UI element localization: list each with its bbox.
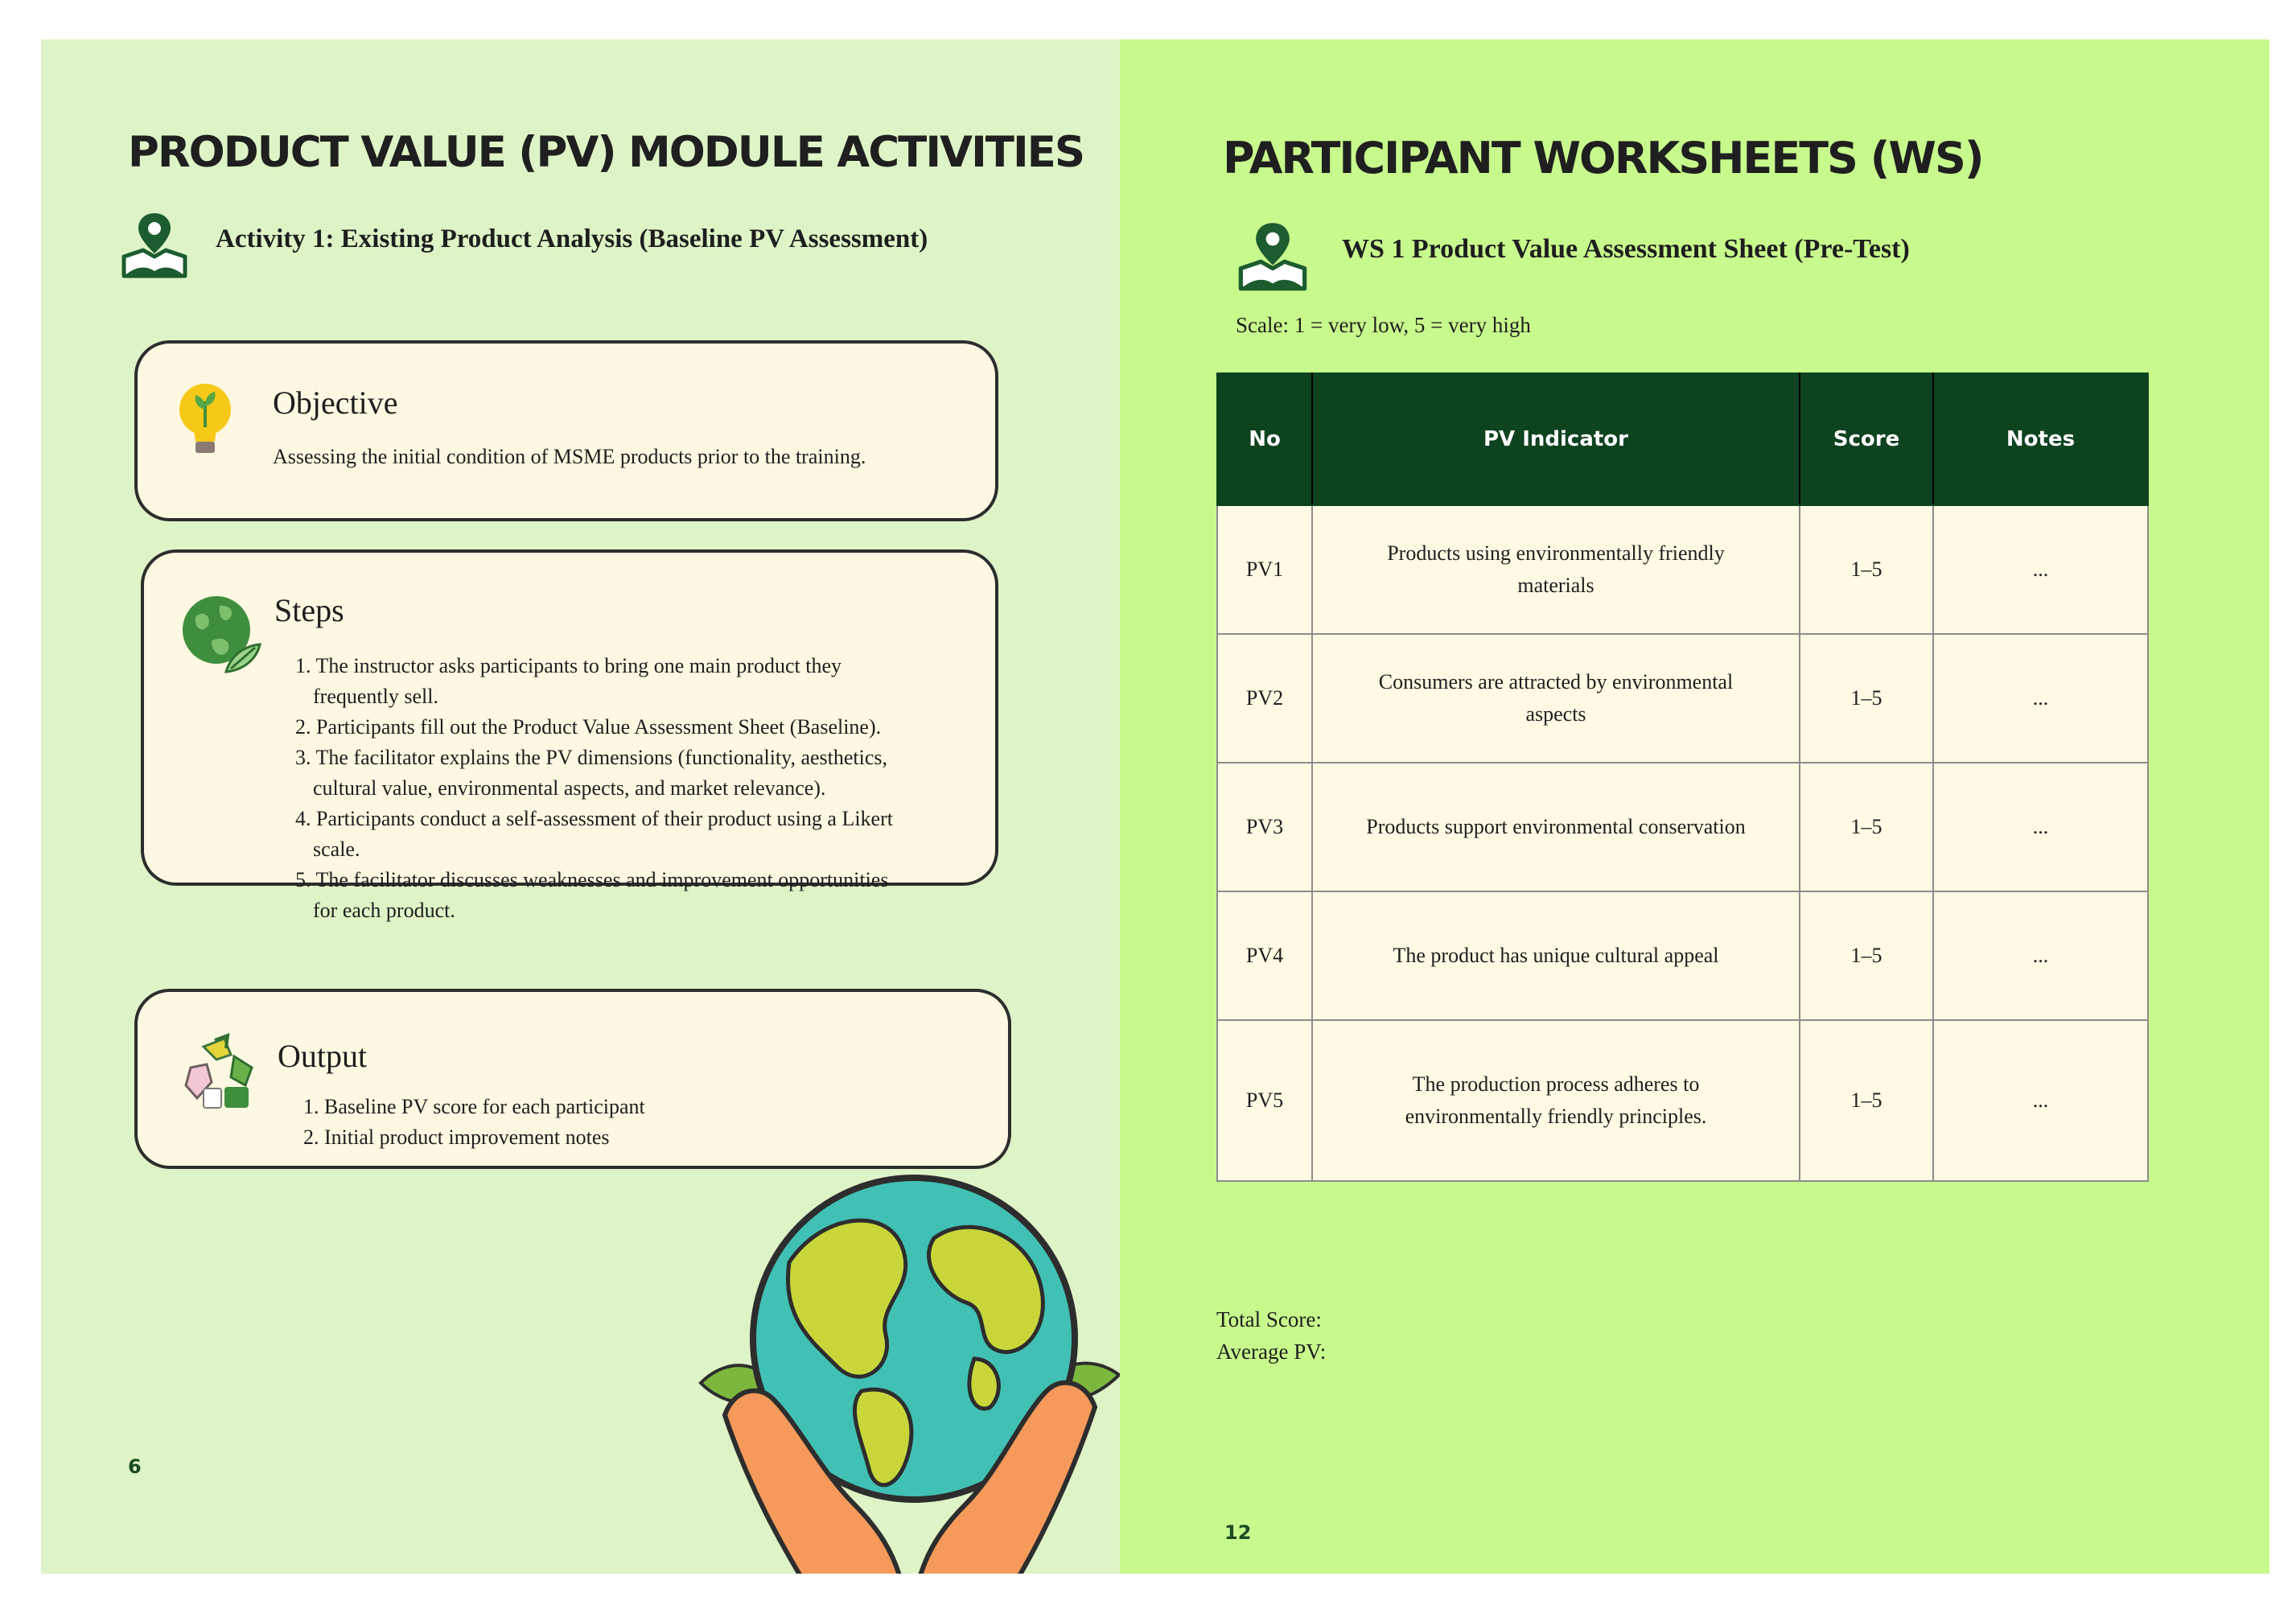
cell-notes: ... bbox=[1933, 634, 2148, 763]
list-item: 2. Initial product improvement notes bbox=[303, 1126, 610, 1149]
cell-score: 1–5 bbox=[1800, 891, 1933, 1020]
map-pin-book-icon bbox=[117, 208, 191, 282]
output-card bbox=[134, 989, 1011, 1169]
step-text: 5. The facilitator discusses weaknesses and improvement opportunities bbox=[295, 868, 889, 891]
cell-indicator: The product has unique cultural appeal bbox=[1312, 891, 1800, 1020]
column-header-pv-indicator: PV Indicator bbox=[1312, 373, 1800, 505]
step-text: 3. The facilitator explains the PV dimensions (functionality, aesthetics, bbox=[295, 746, 888, 769]
cell-no: PV3 bbox=[1217, 763, 1312, 891]
cell-notes: ... bbox=[1933, 505, 2148, 634]
page-title: PARTICIPANT WORKSHEETS (WS) bbox=[1223, 133, 1983, 183]
list-item bbox=[295, 712, 893, 743]
table-row bbox=[1217, 1020, 2148, 1181]
cell-no: PV2 bbox=[1217, 634, 1312, 763]
column-header-score: Score bbox=[1800, 373, 1933, 505]
indicator-text: environmentally friendly principles. bbox=[1405, 1105, 1707, 1128]
map-pin-book-icon bbox=[1234, 218, 1311, 295]
worksheet-heading: WS 1 Product Value Assessment Sheet (Pre-Test) bbox=[1342, 234, 1910, 264]
step-text: 1. The instructor asks participants to bring one main product they bbox=[295, 654, 841, 677]
cell-notes: ... bbox=[1933, 763, 2148, 891]
step-text: cultural value, environmental aspects, and market relevance). bbox=[313, 776, 826, 800]
earth-leaf-icon bbox=[179, 593, 265, 678]
objective-text: Assessing the initial condition of MSME products prior to the training. bbox=[273, 445, 866, 468]
hands-holding-globe-illustration bbox=[685, 1166, 1120, 1574]
list-item bbox=[295, 865, 893, 926]
table-row bbox=[1217, 505, 2148, 634]
recycle-icon bbox=[179, 1032, 260, 1113]
cell-no: PV1 bbox=[1217, 505, 1312, 634]
indicator-text: Products using environmentally friendly bbox=[1387, 541, 1725, 565]
indicator-text: aspects bbox=[1525, 702, 1586, 726]
page-number: 6 bbox=[128, 1455, 142, 1478]
left-page bbox=[41, 39, 1120, 1574]
step-text: 4. Participants conduct a self-assessment of their product using a Likert bbox=[295, 807, 893, 830]
table-row bbox=[1217, 891, 2148, 1020]
activity-heading: Activity 1: Existing Product Analysis (Baseline PV Assessment) bbox=[216, 224, 928, 253]
total-score-label: Total Score: bbox=[1216, 1307, 1322, 1331]
cell-score: 1–5 bbox=[1800, 763, 1933, 891]
list-item bbox=[295, 651, 893, 712]
cell-no: PV5 bbox=[1217, 1020, 1312, 1181]
table-header-row bbox=[1217, 373, 2148, 505]
indicator-text: Consumers are attracted by environmental bbox=[1378, 670, 1734, 693]
right-page bbox=[1120, 39, 2269, 1574]
cell-indicator: Products support environmental conservation bbox=[1312, 763, 1800, 891]
steps-list bbox=[295, 651, 893, 926]
indicator-text: The production process adheres to bbox=[1412, 1072, 1700, 1096]
column-header-no: No bbox=[1217, 373, 1312, 505]
table-row bbox=[1217, 763, 2148, 891]
list-item bbox=[295, 804, 893, 865]
page-number: 12 bbox=[1224, 1521, 1252, 1544]
step-text: for each product. bbox=[313, 899, 455, 922]
worksheet-table bbox=[1216, 372, 2149, 1182]
cell-notes: ... bbox=[1933, 891, 2148, 1020]
average-pv-label: Average PV: bbox=[1216, 1340, 1327, 1364]
cell-notes: ... bbox=[1933, 1020, 2148, 1181]
scale-note: Scale: 1 = very low, 5 = very high bbox=[1236, 313, 1531, 337]
output-list bbox=[303, 1092, 645, 1153]
lightbulb-plant-icon bbox=[173, 379, 237, 459]
list-item: 1. Baseline PV score for each participant bbox=[303, 1095, 645, 1118]
indicator-text: materials bbox=[1517, 574, 1594, 597]
table-row bbox=[1217, 634, 2148, 763]
cell-score: 1–5 bbox=[1800, 505, 1933, 634]
column-header-notes: Notes bbox=[1933, 373, 2148, 505]
steps-title: Steps bbox=[274, 592, 344, 628]
objective-card bbox=[134, 340, 998, 521]
cell-indicator bbox=[1312, 505, 1800, 634]
cell-score: 1–5 bbox=[1800, 634, 1933, 763]
page-title: PRODUCT VALUE (PV) MODULE ACTIVITIES bbox=[128, 128, 1084, 177]
cell-indicator bbox=[1312, 634, 1800, 763]
step-text: 2. Participants fill out the Product Value Assessment Sheet (Baseline). bbox=[295, 715, 882, 739]
list-item bbox=[295, 743, 893, 804]
output-title: Output bbox=[278, 1038, 368, 1074]
cell-indicator bbox=[1312, 1020, 1800, 1181]
step-text: scale. bbox=[313, 837, 360, 861]
step-text: frequently sell. bbox=[313, 685, 438, 708]
cell-score: 1–5 bbox=[1800, 1020, 1933, 1181]
steps-card bbox=[141, 549, 998, 922]
cell-no: PV4 bbox=[1217, 891, 1312, 1020]
objective-title: Objective bbox=[273, 385, 398, 421]
